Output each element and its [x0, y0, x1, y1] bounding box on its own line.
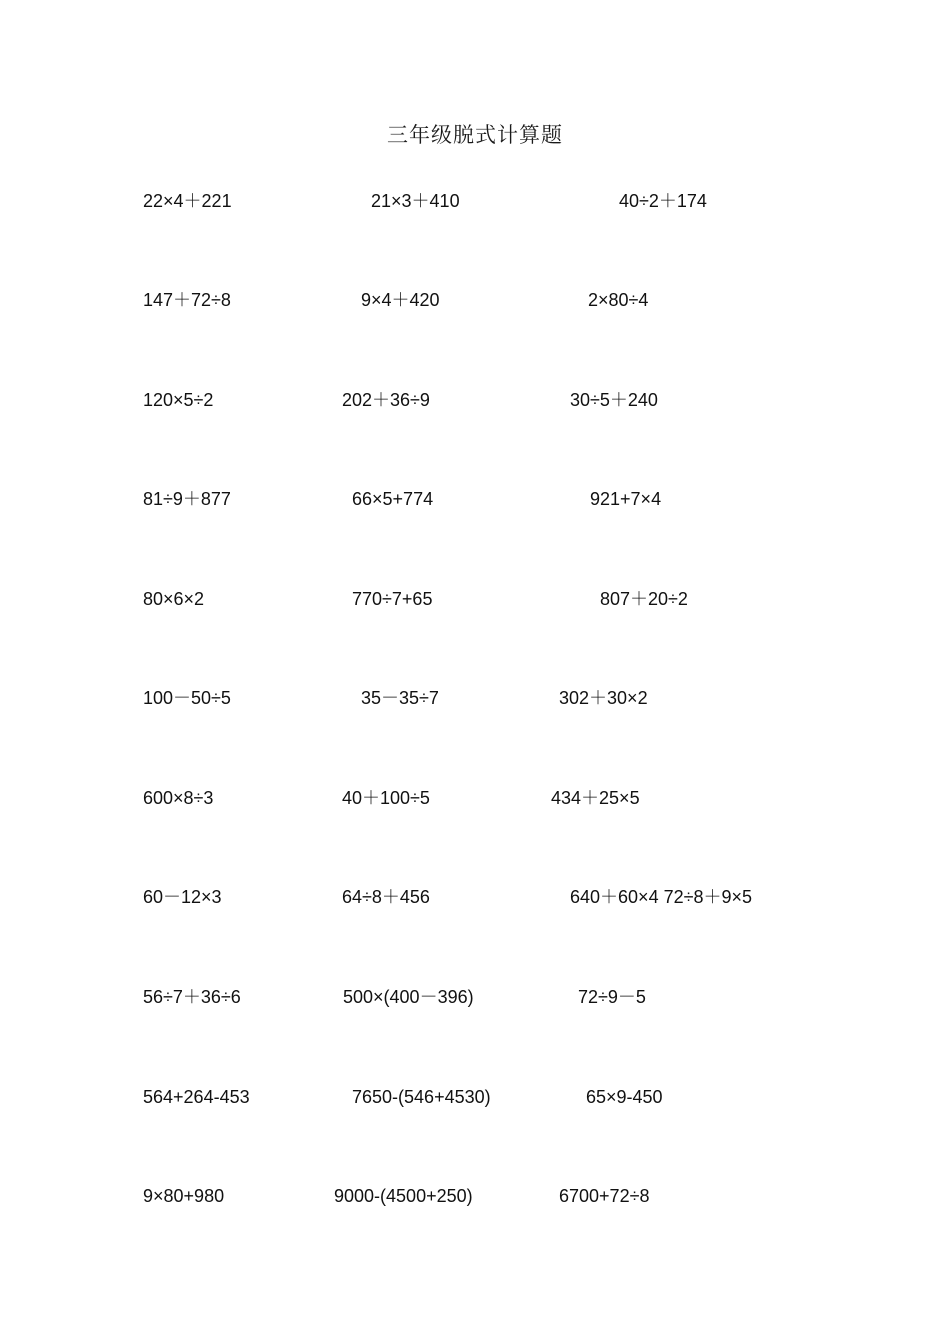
page-title: 三年级脱式计算题	[387, 123, 563, 147]
problem-r9-c2: 500×(400－396)	[343, 987, 474, 1007]
problem-r4-c2: 66×5+774	[352, 489, 434, 509]
problem-r7-c3: 434＋25×5	[551, 788, 640, 808]
problem-r11-c2: 9000-(4500+250)	[334, 1186, 473, 1206]
problem-r4-c3: 921+7×4	[590, 489, 662, 509]
problem-r1-c1: 22×4＋221	[143, 191, 232, 211]
problem-r5-c2: 770÷7+65	[352, 589, 433, 609]
problem-r1-c2: 21×3＋410	[371, 191, 460, 211]
problem-r9-c3: 72÷9－5	[578, 987, 646, 1007]
problem-r3-c1: 120×5÷2	[143, 390, 214, 410]
problem-r4-c1: 81÷9＋877	[143, 489, 231, 509]
problem-r2-c3: 2×80÷4	[588, 290, 649, 310]
problem-r8-c1: 60－12×3	[143, 887, 222, 907]
problem-r7-c2: 40＋100÷5	[342, 788, 430, 808]
problem-r2-c2: 9×4＋420	[361, 290, 440, 310]
problem-r2-c1: 147＋72÷8	[143, 290, 231, 310]
problem-r1-c3: 40÷2＋174	[619, 191, 707, 211]
problem-r11-c1: 9×80+980	[143, 1186, 225, 1206]
problem-r3-c2: 202＋36÷9	[342, 390, 430, 410]
problem-r5-c1: 80×6×2	[143, 589, 205, 609]
problem-r6-c3: 302＋30×2	[559, 688, 648, 708]
problem-r5-c3: 807＋20÷2	[600, 589, 688, 609]
problem-r10-c1: 564+264-453	[143, 1087, 250, 1107]
problem-r6-c1: 100－50÷5	[143, 688, 231, 708]
problem-r8-c2: 64÷8＋456	[342, 887, 430, 907]
problem-r10-c3: 65×9-450	[586, 1087, 663, 1107]
problem-r6-c2: 35－35÷7	[361, 688, 439, 708]
problem-r10-c2: 7650-(546+4530)	[352, 1087, 491, 1107]
problem-r11-c3: 6700+72÷8	[559, 1186, 650, 1206]
problem-r7-c1: 600×8÷3	[143, 788, 214, 808]
problem-r8-c3: 640＋60×4 72÷8＋9×5	[570, 887, 753, 907]
problem-r3-c3: 30÷5＋240	[570, 390, 658, 410]
problem-r9-c1: 56÷7＋36÷6	[143, 987, 241, 1007]
